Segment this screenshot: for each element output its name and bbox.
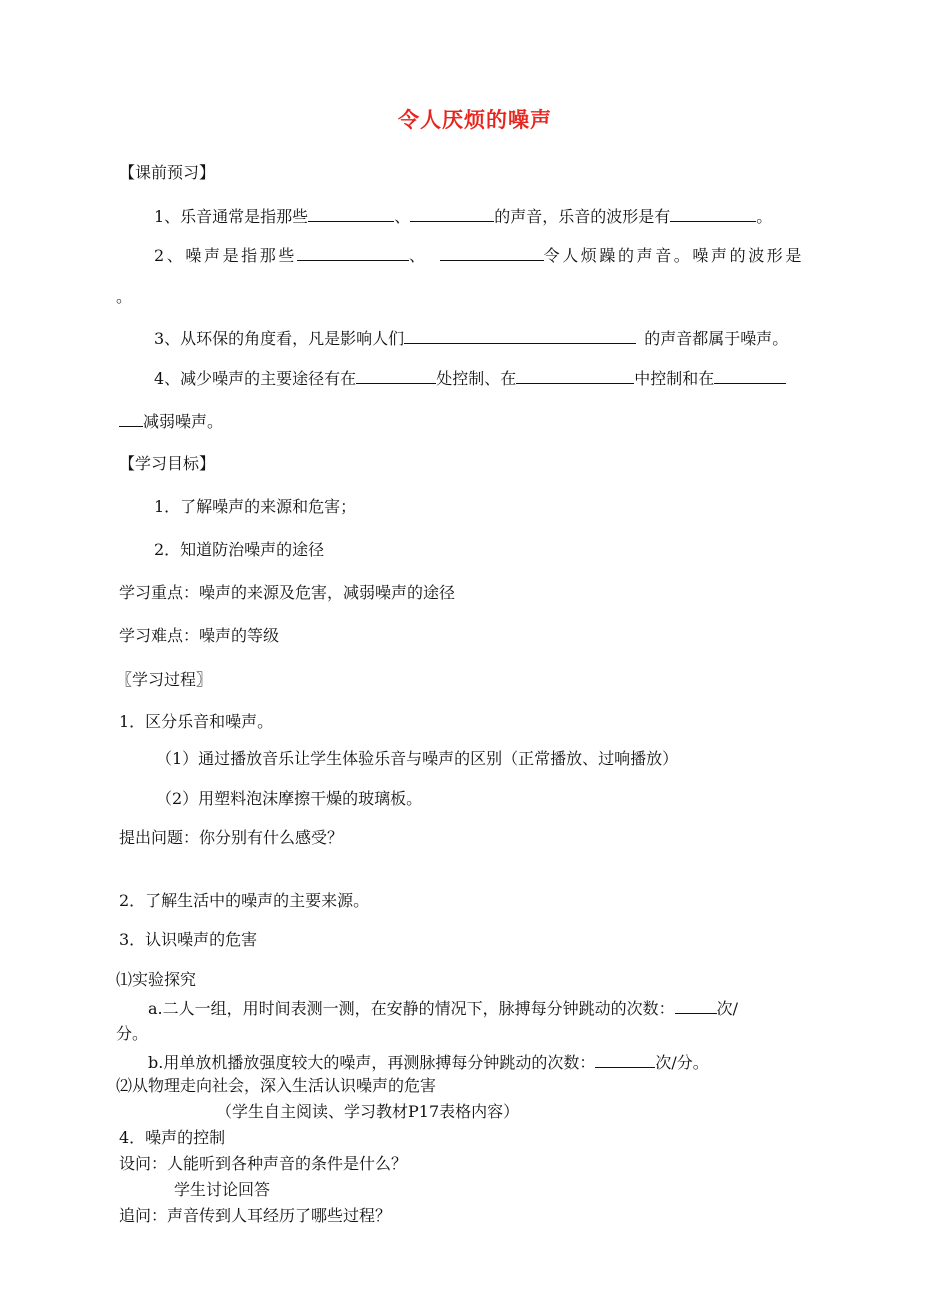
preview-question-1: 1、乐音通常是指那些 、 的声音，乐音的波形是有 。 [154, 203, 772, 228]
blank [119, 408, 143, 427]
step-1: 1．区分乐音和噪声。 [119, 712, 274, 731]
process-heading: 〖学习过程〗 [116, 670, 213, 689]
experiment-heading: ⑴实验探究 [116, 970, 197, 989]
blank [404, 325, 636, 344]
preview-heading: 【课前预习】 [119, 163, 216, 182]
goals-heading: 【学习目标】 [119, 454, 216, 473]
preview-question-2-end: 。 [116, 287, 133, 306]
blank [595, 1049, 655, 1068]
blank [670, 203, 756, 222]
step-2: 2．了解生活中的噪声的主要来源。 [119, 891, 370, 910]
experiment-b: b.用单放机播放强度较大的噪声，再测脉搏每分钟跳动的次数： 次/分。 [148, 1049, 709, 1074]
step-3: 3．认识噪声的危害 [119, 930, 258, 949]
experiment-a: a.二人一组，用时间表测一测，在安静的情况下，脉搏每分钟跳动的次数： 次/ [148, 995, 738, 1020]
reading-note: （学生自主阅读、学习教材P17表格内容） [216, 1102, 520, 1121]
blank [356, 365, 436, 384]
goal-1: 1．了解噪声的来源和危害； [154, 497, 357, 516]
step-1-item-2: （2）用塑料泡沫摩擦干燥的玻璃板。 [156, 789, 423, 808]
step-4: 4．噪声的控制 [119, 1128, 226, 1147]
preview-question-3: 3、从环保的角度看，凡是影响人们 的声音都属于噪声。 [154, 325, 788, 350]
learning-difficulty: 学习难点：噪声的等级 [119, 626, 280, 645]
blank [308, 203, 394, 222]
follow-up-question: 追问：声音传到人耳经历了哪些过程？ [119, 1206, 392, 1225]
society-heading: ⑵从物理走向社会，深入生活认识噪声的危害 [116, 1076, 437, 1095]
blank [516, 365, 634, 384]
preview-question-2: 2、噪声是指那些 、 令人烦躁的声音。噪声的波形是 [154, 242, 804, 267]
ask-question: 设问：人能听到各种声音的条件是什么？ [119, 1154, 408, 1173]
goal-2: 2．知道防治噪声的途径 [154, 540, 325, 559]
step-1-item-1: （1）通过播放音乐让学生体验乐音与噪声的区别（正常播放、过响播放） [156, 749, 679, 768]
blank [440, 242, 544, 261]
page-title: 令人厌烦的噪声 [398, 108, 552, 132]
learning-focus: 学习重点：噪声的来源及危害，减弱噪声的途径 [119, 583, 456, 602]
blank [297, 242, 409, 261]
blank [714, 365, 786, 384]
question: 提出问题：你分别有什么感受？ [119, 828, 344, 847]
experiment-a-end: 分。 [116, 1024, 149, 1043]
discussion-note: 学生讨论回答 [174, 1180, 271, 1199]
preview-question-4-end: 减弱噪声。 [119, 408, 223, 433]
preview-question-4: 4、减少噪声的主要途径有在 处控制、在 中控制和在 [154, 365, 786, 390]
blank [675, 995, 717, 1014]
blank [410, 203, 494, 222]
